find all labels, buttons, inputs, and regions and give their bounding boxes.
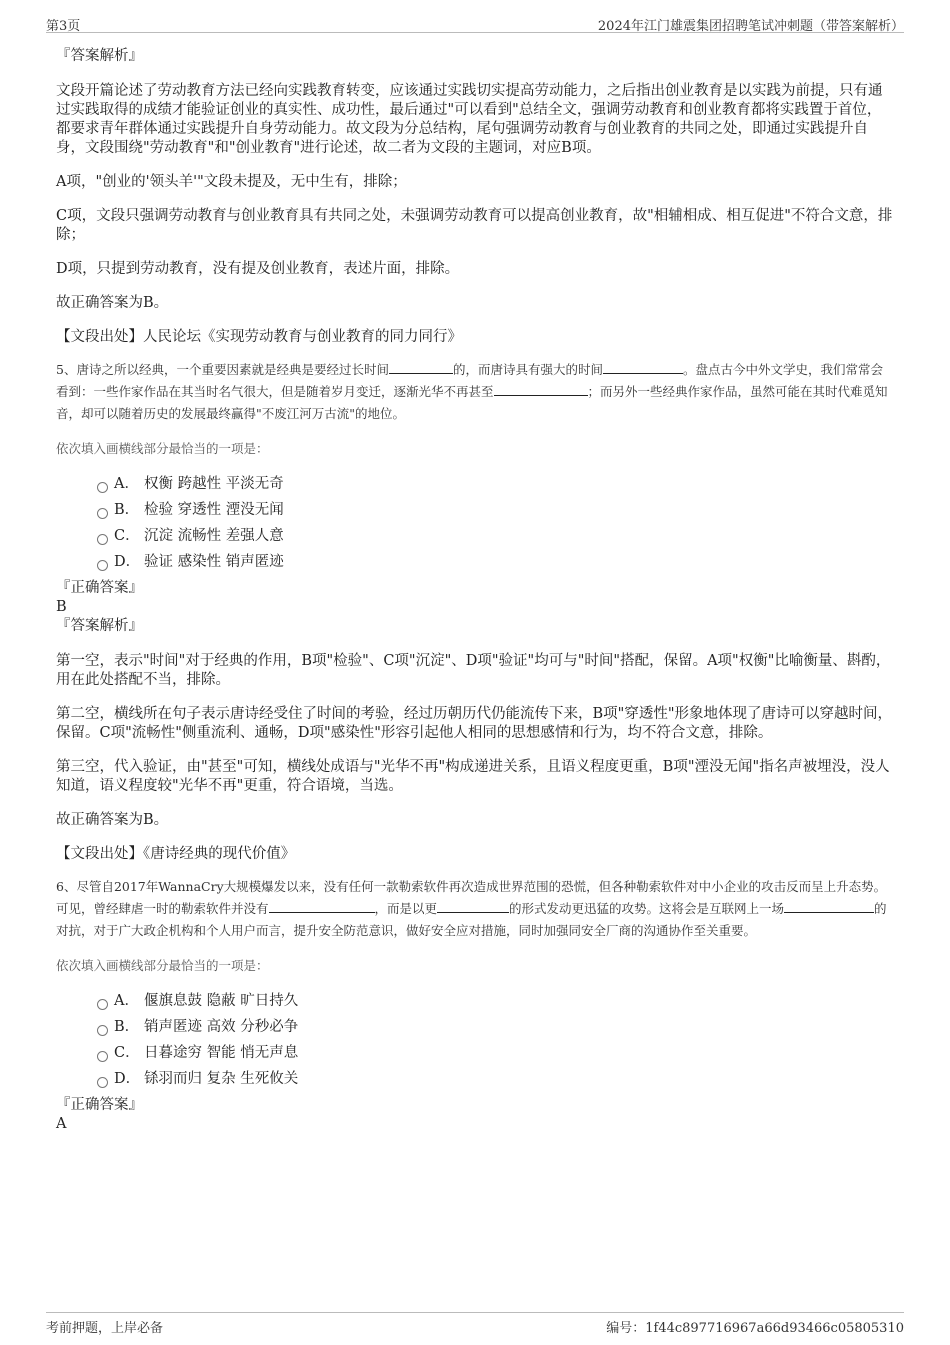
analysis-label: 『答案解析』: [56, 618, 143, 634]
option-a[interactable]: A． 权衡 跨越性 平淡无奇: [56, 471, 894, 497]
correct-answer: B: [56, 599, 67, 615]
option-d[interactable]: D． 铩羽而归 复杂 生死攸关: [56, 1066, 894, 1092]
blank-line: [603, 361, 683, 374]
correct-answer-label: 『正确答案』: [56, 1097, 143, 1113]
page-footer: [46, 1312, 904, 1337]
radio-button[interactable]: [97, 508, 108, 519]
blank-line: [389, 361, 453, 374]
question-5-stem: 5、唐诗之所以经典，一个重要因素就是经典是要经过长时间 的，而唐诗具有强大的时间 。盘点古今中外文学史，我们常常会看到：一些作家作品在其当时名气很大，但是随着岁月变迁，逐渐光华不再甚至 ；而另外一些经典作家作品，虽然可能在其时代难觅知音，却可以随着历史的发展最终赢得"不废江河万古流"的地位。: [56, 362, 888, 421]
correct-answer-label: 『正确答案』: [56, 580, 143, 596]
page-number: 第3页: [46, 19, 81, 34]
source-citation: 【文段出处】《唐诗经典的现代价值》: [56, 846, 296, 862]
document-id: 编号：1f44c897716967a66d93466c05805310: [606, 1321, 904, 1336]
analysis-label: 『答案解析』: [56, 48, 143, 64]
question-5-options: [56, 471, 894, 575]
analysis-paragraph: D项，只提到劳动教育，没有提及创业教育，表述片面，排除。: [56, 261, 460, 277]
option-b[interactable]: B． 销声匿迹 高效 分秒必争: [56, 1014, 894, 1040]
analysis-paragraph: 第三空，代入验证，由"甚至"可知，横线处成语与"光华不再"构成递进关系，且语义程度更重，B项"湮没无闻"指名声被埋没，没人知道，语义程度较"光华不再"更重，符合语境，当选。: [56, 759, 890, 794]
conclusion: 故正确答案为B。: [56, 295, 169, 311]
analysis-paragraph: A项，"创业的'领头羊'"文段未提及，无中生有，排除；: [56, 174, 407, 190]
radio-button[interactable]: [97, 1025, 108, 1036]
option-b[interactable]: B． 检验 穿透性 湮没无闻: [56, 497, 894, 523]
blank-line: [784, 900, 874, 913]
analysis-paragraph: C项，文段只强调劳动教育与创业教育具有共同之处，未强调劳动教育可以提高创业教育，故"相辅相成、相互促进"不符合文意，排除；: [56, 208, 893, 243]
option-a[interactable]: A． 偃旗息鼓 隐蔽 旷日持久: [56, 988, 894, 1014]
analysis-paragraph: 第二空，横线所在句子表示唐诗经受住了时间的考验，经过历朝历代仍能流传下来，B项"穿透性"形象地体现了唐诗可以穿越时间，保留。C项"流畅性"侧重流利、通畅，D项"感染性"形容引起他人相同的思想感情和行为，均不符合文意，排除。: [56, 706, 892, 741]
correct-answer: A: [56, 1116, 67, 1132]
option-d[interactable]: D． 验证 感染性 销声匿迹: [56, 549, 894, 575]
footer-slogan: 考前押题，上岸必备: [46, 1321, 164, 1336]
page-content: [56, 44, 894, 1134]
option-c[interactable]: C． 日暮途穷 智能 悄无声息: [56, 1040, 894, 1066]
question-5-prompt: 依次填入画横线部分最恰当的一项是：: [56, 441, 269, 456]
radio-button[interactable]: [97, 534, 108, 545]
page-header: [46, 12, 904, 33]
radio-button[interactable]: [97, 1051, 108, 1062]
question-6-options: [56, 988, 894, 1092]
blank-line: [269, 900, 375, 913]
question-6-stem: 6、尽管自2017年WannaCry大规模爆发以来，没有任何一款勒索软件再次造成世界范围的恐慌，但各种勒索软件对中小企业的攻击反而呈上升态势。可见，曾经肆虐一时的勒索软件并没有 ，而是以更 的形式发动更迅猛的攻势。这将会是互联网上一场 的对抗，对于广大政企机构和个人用户而言，提升安全防范意识，做好安全应对措施，同时加强同安全厂商的沟通协作至关重要。: [56, 879, 887, 938]
conclusion: 故正确答案为B。: [56, 812, 169, 828]
blank-line: [437, 900, 509, 913]
analysis-paragraph: 第一空，表示"时间"对于经典的作用，B项"检验"、C项"沉淀"、D项"验证"均可与"时间"搭配，保留。A项"权衡"比喻衡量、斟酌，用在此处搭配不当，排除。: [56, 653, 891, 688]
blank-line: [494, 383, 588, 396]
question-6-prompt: 依次填入画横线部分最恰当的一项是：: [56, 958, 269, 973]
radio-button[interactable]: [97, 560, 108, 571]
analysis-paragraph: 文段开篇论述了劳动教育方法已经向实践教育转变，应该通过实践切实提高劳动能力，之后指出创业教育是以实践为前提，只有通过实践取得的成绩才能验证创业的真实性、成功性，最后通过"可以看到"总结全文，强调劳动教育和创业教育都将实践置于首位，都要求青年群体通过实践提升自身劳动能力。故文段为分总结构，尾句强调劳动教育与创业教育的共同之处，即通过实践提升自身，文段围绕"劳动教育"和"创业教育"进行论述，故二者为文段的主题词，对应B项。: [56, 83, 883, 156]
radio-button[interactable]: [97, 482, 108, 493]
option-c[interactable]: C． 沉淀 流畅性 差强人意: [56, 523, 894, 549]
document-title: 2024年江门雄震集团招聘笔试冲刺题（带答案解析）: [597, 19, 904, 34]
radio-button[interactable]: [97, 999, 108, 1010]
radio-button[interactable]: [97, 1077, 108, 1088]
source-citation: 【文段出处】人民论坛《实现劳动教育与创业教育的同力同行》: [56, 329, 462, 345]
